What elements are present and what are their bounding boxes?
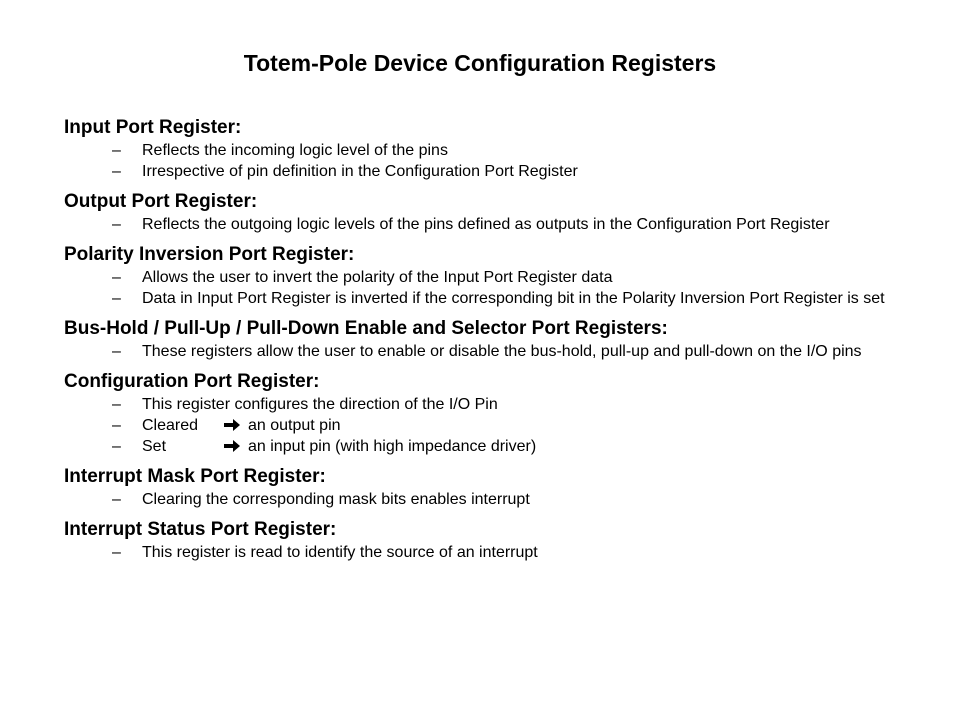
bullet-text: an input pin (with high impedance driver): [248, 438, 537, 455]
right-arrow-icon: [224, 419, 240, 431]
bullet-list: [64, 140, 904, 182]
bullet-item: [64, 542, 904, 563]
bullet-dash: –: [112, 438, 121, 455]
bullet-item: [64, 214, 904, 235]
slide-title: Totem-Pole Device Configuration Registers: [243, 50, 717, 76]
bullet-dash: –: [112, 491, 121, 508]
bullet-dash: –: [112, 142, 121, 159]
bullet-text: Allows the user to invert the polarity of the Input Port Register data: [142, 269, 613, 286]
bullet-text: Reflects the outgoing logic levels of the pins defined as outputs in the Configuration Port Register: [142, 216, 830, 233]
right-arrow-icon: [224, 440, 240, 452]
bullet-dash: –: [112, 269, 121, 286]
slide-content: [64, 116, 904, 571]
bullet-item: [64, 140, 904, 161]
bullet-text: Reflects the incoming logic level of the pins: [142, 142, 448, 159]
bullet-dash: –: [112, 163, 121, 180]
bullet-item-set: [64, 436, 904, 457]
section-heading: Polarity Inversion Port Register:: [64, 244, 355, 265]
section-bus-hold: [64, 317, 904, 362]
bullet-list: [64, 267, 904, 309]
bullet-text: Data in Input Port Register is inverted if the corresponding bit in the Polarity Inversion Port Register is set: [142, 290, 885, 307]
bullet-text: These registers allow the user to enable or disable the bus-hold, pull-up and pull-down on the I/O pins: [142, 343, 862, 360]
bullet-list: [64, 542, 904, 563]
section-input-port: [64, 116, 904, 182]
bullet-dash: –: [112, 290, 121, 307]
bullet-item: [64, 288, 904, 309]
section-heading: Configuration Port Register:: [64, 371, 320, 392]
bullet-dash: –: [112, 417, 121, 434]
section-heading: Bus-Hold / Pull-Up / Pull-Down Enable and Selector Port Registers:: [64, 318, 668, 339]
section-heading: Interrupt Status Port Register:: [64, 519, 337, 540]
bullet-list: [64, 341, 904, 362]
bullet-dash: –: [112, 396, 121, 413]
section-configuration-port: [64, 370, 904, 457]
bullet-label: Cleared: [142, 417, 199, 434]
section-polarity-inversion: [64, 243, 904, 309]
section-output-port: [64, 190, 904, 235]
bullet-dash: –: [112, 544, 121, 561]
bullet-item: [64, 394, 904, 415]
bullet-list: [64, 214, 904, 235]
bullet-item: [64, 161, 904, 182]
section-heading: Input Port Register:: [64, 117, 242, 138]
section-interrupt-mask: [64, 465, 904, 510]
section-interrupt-status: [64, 518, 904, 563]
bullet-dash: –: [112, 216, 121, 233]
bullet-item: [64, 267, 904, 288]
bullet-label: Set: [142, 438, 167, 455]
section-heading: Output Port Register:: [64, 191, 258, 212]
bullet-text: This register is read to identify the source of an interrupt: [142, 544, 538, 561]
section-heading: Interrupt Mask Port Register:: [64, 466, 326, 487]
bullet-text: This register configures the direction of the I/O Pin: [142, 396, 498, 413]
bullet-item: [64, 489, 904, 510]
bullet-text: Clearing the corresponding mask bits enables interrupt: [142, 491, 530, 508]
bullet-dash: –: [112, 343, 121, 360]
bullet-list: [64, 394, 904, 457]
bullet-text: an output pin: [248, 417, 341, 434]
bullet-text: Irrespective of pin definition in the Configuration Port Register: [142, 163, 578, 180]
bullet-item: [64, 341, 904, 362]
bullet-list: [64, 489, 904, 510]
bullet-item-cleared: [64, 415, 904, 436]
